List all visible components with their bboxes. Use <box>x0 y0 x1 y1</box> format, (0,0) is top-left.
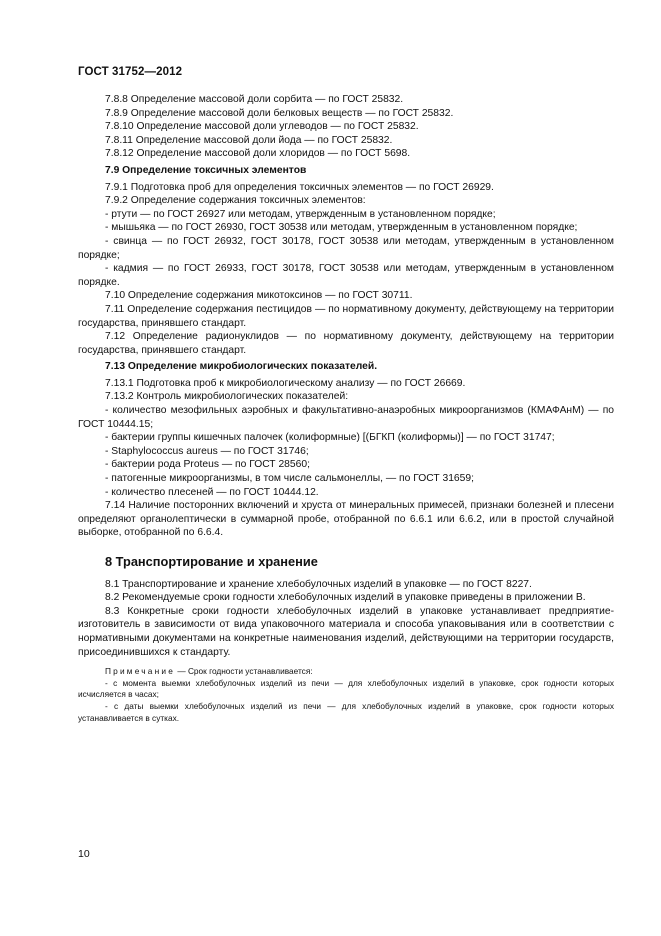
paragraph: 7.10 Определение содержания микотоксинов — по ГОСТ 30711. <box>105 290 413 302</box>
page-header: ГОСТ 31752—2012 <box>78 66 183 78</box>
list-item: - бактерии рода Proteus — по ГОСТ 28560; <box>105 459 310 471</box>
paragraph: 7.9.1 Подготовка проб для определения токсичных элементов — по ГОСТ 26929. <box>105 181 494 193</box>
list-item: - кадмия — по ГОСТ 26933, ГОСТ 30178, ГОСТ 30538 или методам, утвержденным в установленном порядке. <box>78 263 614 288</box>
paragraph: 7.11 Определение содержания пестицидов — по нормативному документу, действующему на территории государства, принявшего стандарт. <box>78 303 614 329</box>
list-item: - мышьяка — по ГОСТ 26930, ГОСТ 30538 или методам, утвержденным в установленном порядке; <box>105 222 578 234</box>
subsection-heading: 7.13 Определение микробиологических показателей. <box>105 361 378 373</box>
page-number: 10 <box>78 848 90 860</box>
paragraph: 7.8.10 Определение массовой доли углеводов — по ГОСТ 25832. <box>105 121 419 133</box>
paragraph: 7.12 Определение радионуклидов — по нормативному документу, действующему на территории государства, принявшего стандарт. <box>78 331 614 356</box>
list-item: - свинца — по ГОСТ 26932, ГОСТ 30178, ГОСТ 30538 или методам, утвержденным в установленном порядке; <box>78 235 614 261</box>
section-heading: 8 Транспортирование и хранение <box>105 554 318 569</box>
note-item: - с момента выемки хлебобулочных изделий из печи — для хлебобулочных изделий в упаковке, срок годности которых исчисляется в часах; <box>78 677 614 700</box>
note-intro: — Срок годности устанавливается: <box>175 666 313 677</box>
list-item: - количество мезофильных аэробных и факультативно-анаэробных микроорганизмов (КМАФАнМ) — по ГОСТ 10444.15; <box>78 405 614 430</box>
subsection-heading: 7.9 Определение токсичных элементов <box>105 164 307 176</box>
note <box>78 666 614 678</box>
list-item: - ртути — по ГОСТ 26927 или методам, утвержденным в установленном порядке; <box>105 208 496 220</box>
list-item: - количество плесеней — по ГОСТ 10444.12. <box>105 486 319 498</box>
document-body <box>78 93 614 724</box>
note-label: Примечание <box>105 666 176 677</box>
paragraph: 7.8.9 Определение массовой доли белковых веществ — по ГОСТ 25832. <box>105 107 454 119</box>
list-item: - патогенные микроорганизмы, в том числе сальмонеллы, — по ГОСТ 31659; <box>105 473 474 485</box>
list-item: - Staphylococcus aureus — по ГОСТ 31746; <box>105 445 309 457</box>
paragraph: 7.9.2 Определение содержания токсичных элементов: <box>105 195 366 207</box>
paragraph: 8.1 Транспортирование и хранение хлебобулочных изделий в упаковке — по ГОСТ 8227. <box>105 578 532 590</box>
paragraph: 7.8.12 Определение массовой доли хлоридов — по ГОСТ 5698. <box>105 148 411 160</box>
paragraph: 8.2 Рекомендуемые сроки годности хлебобулочных изделий в упаковке приведены в приложении В. <box>105 592 586 604</box>
list-item: - бактерии группы кишечных палочек (колиформные) [(БГКП (колиформы)] — по ГОСТ 31747; <box>105 432 555 444</box>
paragraph: 7.13.2 Контроль микробиологических показателей: <box>105 391 349 403</box>
paragraph: 7.8.8 Определение массовой доли сорбита — по ГОСТ 25832. <box>105 94 404 105</box>
note-item: - с даты выемки хлебобулочных изделий из печи — для хлебобулочных изделий в упаковке, срок годности которых устанавливается в сутках. <box>78 700 614 723</box>
paragraph: 7.13.1 Подготовка проб к микробиологическому анализу — по ГОСТ 26669. <box>105 377 466 389</box>
paragraph: 8.3 Конкретные сроки годности хлебобулочных изделий в упаковке устанавливает предприятие-изготовитель в зависимости от вида упаковочного материала и способа упаковывания или в соответствии с нормативными документами на конкретные наименования изделий, действующими на территории государств, присоединившихся к стандарту. <box>78 605 614 658</box>
paragraph: 7.14 Наличие посторонних включений и хруста от минеральных примесей, признаки болезней и плесени определяют органолептически в суммарной пробе, отобранной по 6.6.1 или 6.6.2, или в простой случайной выборке, отобранной по 6.6.4. <box>78 500 614 539</box>
paragraph: 7.8.11 Определение массовой доли йода — по ГОСТ 25832. <box>105 134 393 146</box>
